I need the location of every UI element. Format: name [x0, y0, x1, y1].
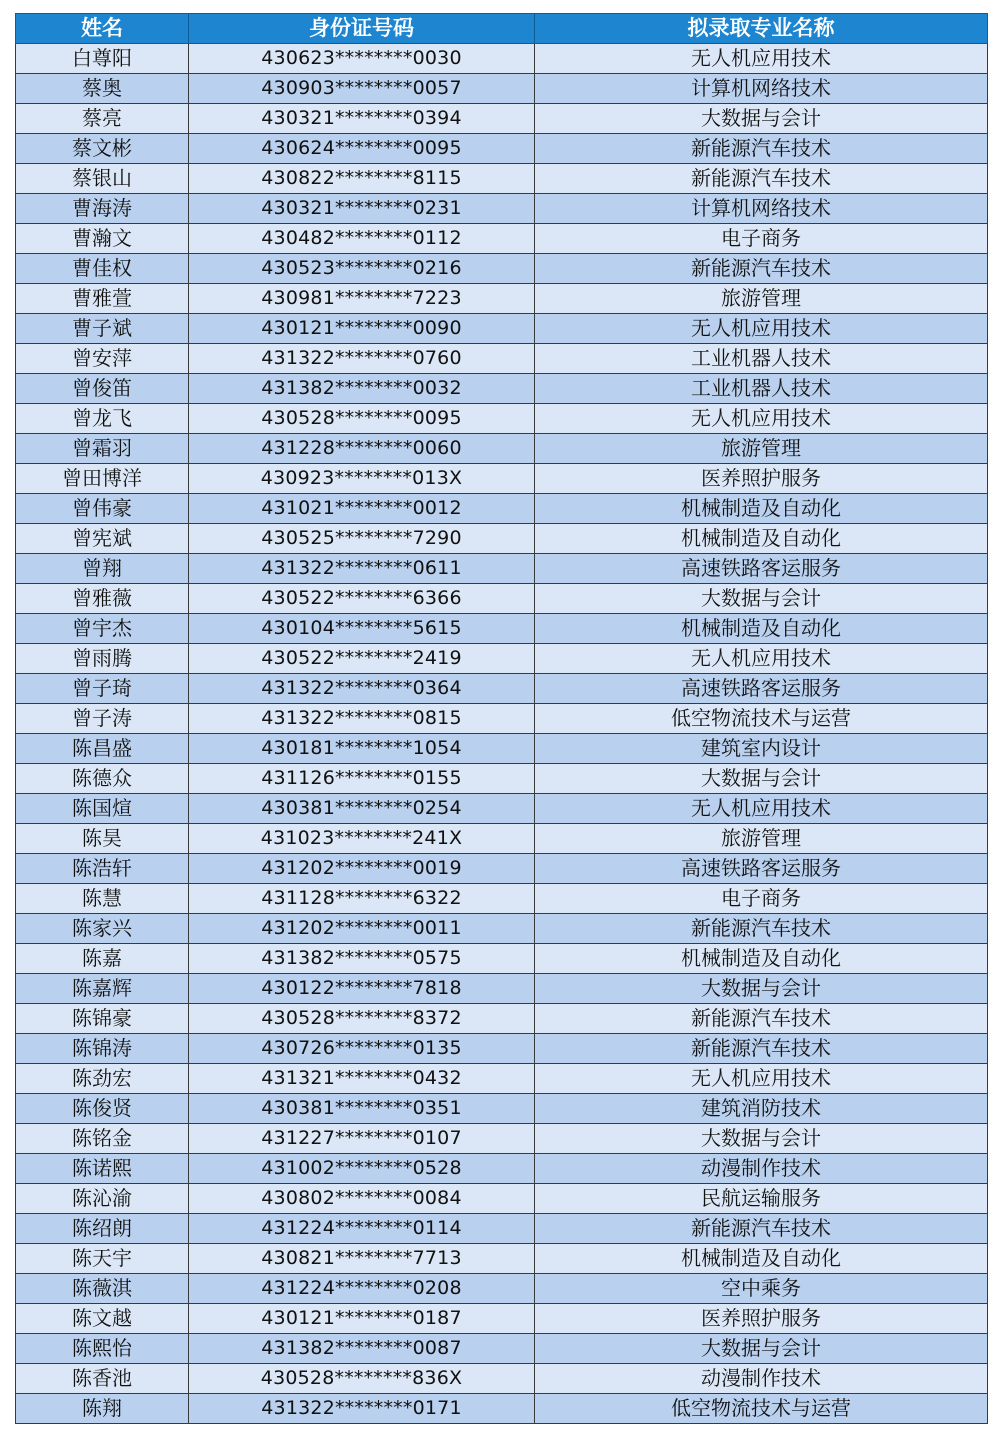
- table-row: [16, 884, 988, 914]
- cell-major: 计算机网络技术: [535, 74, 988, 104]
- cell-major: 新能源汽车技术: [535, 1034, 988, 1064]
- cell-major: 空中乘务: [535, 1274, 988, 1304]
- cell-major: 电子商务: [535, 884, 988, 914]
- table-row: [16, 944, 988, 974]
- cell-name: 陈昌盛: [16, 734, 189, 764]
- cell-name: 陈锦豪: [16, 1004, 189, 1034]
- cell-major: 旅游管理: [535, 434, 988, 464]
- cell-name: 陈铭金: [16, 1124, 189, 1154]
- cell-id-number: 430923********013X: [189, 464, 535, 494]
- table-row: [16, 1364, 988, 1394]
- cell-major: 建筑室内设计: [535, 734, 988, 764]
- cell-id-number: 430122********7818: [189, 974, 535, 1004]
- cell-name: 曹瀚文: [16, 224, 189, 254]
- cell-id-number: 431382********0575: [189, 944, 535, 974]
- table-row: [16, 824, 988, 854]
- admission-table: [15, 13, 988, 1424]
- table-row: [16, 674, 988, 704]
- table-row: [16, 284, 988, 314]
- cell-id-number: 430528********0095: [189, 404, 535, 434]
- cell-id-number: 430624********0095: [189, 134, 535, 164]
- cell-id-number: 430523********0216: [189, 254, 535, 284]
- cell-name: 陈嘉辉: [16, 974, 189, 1004]
- cell-name: 蔡文彬: [16, 134, 189, 164]
- cell-name: 曾雨腾: [16, 644, 189, 674]
- table-row: [16, 794, 988, 824]
- cell-major: 机械制造及自动化: [535, 944, 988, 974]
- table-row: [16, 1304, 988, 1334]
- cell-id-number: 431382********0032: [189, 374, 535, 404]
- cell-major: 电子商务: [535, 224, 988, 254]
- cell-id-number: 431321********0432: [189, 1064, 535, 1094]
- cell-id-number: 431202********0019: [189, 854, 535, 884]
- cell-id-number: 431224********0208: [189, 1274, 535, 1304]
- table-row: [16, 344, 988, 374]
- cell-id-number: 430381********0254: [189, 794, 535, 824]
- cell-id-number: 431126********0155: [189, 764, 535, 794]
- table-row: [16, 374, 988, 404]
- cell-major: 新能源汽车技术: [535, 914, 988, 944]
- cell-name: 陈劲宏: [16, 1064, 189, 1094]
- cell-major: 无人机应用技术: [535, 314, 988, 344]
- cell-name: 陈天宇: [16, 1244, 189, 1274]
- cell-name: 曾宪斌: [16, 524, 189, 554]
- cell-major: 医养照护服务: [535, 1304, 988, 1334]
- cell-name: 蔡银山: [16, 164, 189, 194]
- cell-major: 大数据与会计: [535, 584, 988, 614]
- cell-major: 无人机应用技术: [535, 404, 988, 434]
- table-row: [16, 1124, 988, 1154]
- cell-id-number: 431322********0760: [189, 344, 535, 374]
- cell-major: 工业机器人技术: [535, 374, 988, 404]
- cell-major: 新能源汽车技术: [535, 1214, 988, 1244]
- cell-major: 大数据与会计: [535, 1124, 988, 1154]
- cell-id-number: 431128********6322: [189, 884, 535, 914]
- cell-id-number: 430482********0112: [189, 224, 535, 254]
- table-row: [16, 764, 988, 794]
- cell-id-number: 431002********0528: [189, 1154, 535, 1184]
- table-row: [16, 854, 988, 884]
- cell-major: 新能源汽车技术: [535, 1004, 988, 1034]
- table-row: [16, 494, 988, 524]
- cell-id-number: 430522********2419: [189, 644, 535, 674]
- cell-major: 机械制造及自动化: [535, 1244, 988, 1274]
- cell-id-number: 430822********8115: [189, 164, 535, 194]
- cell-major: 新能源汽车技术: [535, 164, 988, 194]
- table-row: [16, 734, 988, 764]
- cell-id-number: 430321********0394: [189, 104, 535, 134]
- cell-major: 机械制造及自动化: [535, 524, 988, 554]
- header-major: 拟录取专业名称: [535, 14, 988, 44]
- table-row: [16, 1004, 988, 1034]
- cell-name: 曾安萍: [16, 344, 189, 374]
- cell-name: 曾霜羽: [16, 434, 189, 464]
- cell-name: 陈俊贤: [16, 1094, 189, 1124]
- cell-name: 曾田博洋: [16, 464, 189, 494]
- cell-id-number: 430181********1054: [189, 734, 535, 764]
- cell-id-number: 431322********0171: [189, 1394, 535, 1424]
- cell-major: 医养照护服务: [535, 464, 988, 494]
- cell-id-number: 431322********0611: [189, 554, 535, 584]
- cell-name: 曾伟豪: [16, 494, 189, 524]
- cell-name: 陈诺熙: [16, 1154, 189, 1184]
- cell-name: 陈嘉: [16, 944, 189, 974]
- cell-name: 曹子斌: [16, 314, 189, 344]
- cell-name: 曾龙飞: [16, 404, 189, 434]
- table-row: [16, 134, 988, 164]
- cell-name: 曹佳权: [16, 254, 189, 284]
- cell-major: 无人机应用技术: [535, 44, 988, 74]
- cell-major: 工业机器人技术: [535, 344, 988, 374]
- table-row: [16, 974, 988, 1004]
- table-row: [16, 254, 988, 284]
- cell-id-number: 431322********0364: [189, 674, 535, 704]
- header-name: 姓名: [16, 14, 189, 44]
- table-row: [16, 164, 988, 194]
- cell-id-number: 430104********5615: [189, 614, 535, 644]
- cell-id-number: 430381********0351: [189, 1094, 535, 1124]
- cell-id-number: 430528********836X: [189, 1364, 535, 1394]
- table-row: [16, 1394, 988, 1424]
- cell-name: 陈绍朗: [16, 1214, 189, 1244]
- table-row: [16, 404, 988, 434]
- table-row: [16, 1034, 988, 1064]
- cell-id-number: 430321********0231: [189, 194, 535, 224]
- cell-major: 高速铁路客运服务: [535, 674, 988, 704]
- cell-id-number: 430522********6366: [189, 584, 535, 614]
- cell-major: 低空物流技术与运营: [535, 1394, 988, 1424]
- table-row: [16, 194, 988, 224]
- cell-id-number: 430121********0187: [189, 1304, 535, 1334]
- cell-major: 大数据与会计: [535, 764, 988, 794]
- cell-name: 曾子涛: [16, 704, 189, 734]
- cell-id-number: 431023********241X: [189, 824, 535, 854]
- table-row: [16, 314, 988, 344]
- cell-id-number: 430726********0135: [189, 1034, 535, 1064]
- cell-name: 曹雅萱: [16, 284, 189, 314]
- table-row: [16, 1274, 988, 1304]
- cell-major: 动漫制作技术: [535, 1364, 988, 1394]
- table-row: [16, 44, 988, 74]
- cell-name: 曾俊笛: [16, 374, 189, 404]
- cell-major: 无人机应用技术: [535, 1064, 988, 1094]
- admission-list-sheet: [15, 13, 987, 1424]
- cell-major: 建筑消防技术: [535, 1094, 988, 1124]
- cell-major: 低空物流技术与运营: [535, 704, 988, 734]
- cell-id-number: 431202********0011: [189, 914, 535, 944]
- cell-name: 曾宇杰: [16, 614, 189, 644]
- cell-major: 机械制造及自动化: [535, 494, 988, 524]
- cell-id-number: 430802********0084: [189, 1184, 535, 1214]
- cell-name: 陈文越: [16, 1304, 189, 1334]
- cell-major: 无人机应用技术: [535, 644, 988, 674]
- cell-name: 陈国煊: [16, 794, 189, 824]
- table-row: [16, 704, 988, 734]
- cell-name: 陈家兴: [16, 914, 189, 944]
- cell-id-number: 430981********7223: [189, 284, 535, 314]
- table-row: [16, 1154, 988, 1184]
- cell-major: 无人机应用技术: [535, 794, 988, 824]
- cell-id-number: 430121********0090: [189, 314, 535, 344]
- table-row: [16, 1214, 988, 1244]
- cell-major: 高速铁路客运服务: [535, 554, 988, 584]
- cell-name: 蔡奥: [16, 74, 189, 104]
- table-row: [16, 1244, 988, 1274]
- table-body: [16, 44, 988, 1424]
- cell-name: 陈浩轩: [16, 854, 189, 884]
- cell-name: 陈昊: [16, 824, 189, 854]
- table-row: [16, 614, 988, 644]
- cell-name: 陈香池: [16, 1364, 189, 1394]
- cell-name: 陈锦涛: [16, 1034, 189, 1064]
- cell-id-number: 430903********0057: [189, 74, 535, 104]
- table-row: [16, 224, 988, 254]
- cell-major: 高速铁路客运服务: [535, 854, 988, 884]
- cell-name: 曾翔: [16, 554, 189, 584]
- cell-name: 曹海涛: [16, 194, 189, 224]
- cell-id-number: 430623********0030: [189, 44, 535, 74]
- cell-id-number: 431224********0114: [189, 1214, 535, 1244]
- table-row: [16, 584, 988, 614]
- cell-id-number: 431322********0815: [189, 704, 535, 734]
- cell-major: 大数据与会计: [535, 104, 988, 134]
- cell-id-number: 430528********8372: [189, 1004, 535, 1034]
- cell-id-number: 431227********0107: [189, 1124, 535, 1154]
- cell-name: 陈沁渝: [16, 1184, 189, 1214]
- cell-name: 陈慧: [16, 884, 189, 914]
- cell-id-number: 431228********0060: [189, 434, 535, 464]
- header-row: [16, 14, 988, 44]
- cell-name: 曾雅薇: [16, 584, 189, 614]
- cell-major: 计算机网络技术: [535, 194, 988, 224]
- cell-major: 机械制造及自动化: [535, 614, 988, 644]
- header-id-number: 身份证号码: [189, 14, 535, 44]
- cell-major: 大数据与会计: [535, 974, 988, 1004]
- cell-major: 大数据与会计: [535, 1334, 988, 1364]
- cell-name: 蔡亮: [16, 104, 189, 134]
- cell-name: 陈翔: [16, 1394, 189, 1424]
- cell-name: 陈德众: [16, 764, 189, 794]
- cell-id-number: 431382********0087: [189, 1334, 535, 1364]
- cell-major: 新能源汽车技术: [535, 134, 988, 164]
- cell-major: 旅游管理: [535, 284, 988, 314]
- cell-id-number: 431021********0012: [189, 494, 535, 524]
- table-row: [16, 434, 988, 464]
- table-row: [16, 1094, 988, 1124]
- table-row: [16, 914, 988, 944]
- table-row: [16, 644, 988, 674]
- cell-id-number: 430821********7713: [189, 1244, 535, 1274]
- table-row: [16, 1064, 988, 1094]
- table-row: [16, 554, 988, 584]
- table-header: [16, 14, 988, 44]
- table-row: [16, 524, 988, 554]
- cell-major: 新能源汽车技术: [535, 254, 988, 284]
- table-row: [16, 1184, 988, 1214]
- table-row: [16, 464, 988, 494]
- cell-name: 陈熙怡: [16, 1334, 189, 1364]
- cell-name: 白尊阳: [16, 44, 189, 74]
- cell-id-number: 430525********7290: [189, 524, 535, 554]
- cell-name: 曾子琦: [16, 674, 189, 704]
- cell-major: 动漫制作技术: [535, 1154, 988, 1184]
- cell-major: 旅游管理: [535, 824, 988, 854]
- cell-name: 陈薇淇: [16, 1274, 189, 1304]
- table-row: [16, 1334, 988, 1364]
- table-row: [16, 74, 988, 104]
- table-row: [16, 104, 988, 134]
- cell-major: 民航运输服务: [535, 1184, 988, 1214]
